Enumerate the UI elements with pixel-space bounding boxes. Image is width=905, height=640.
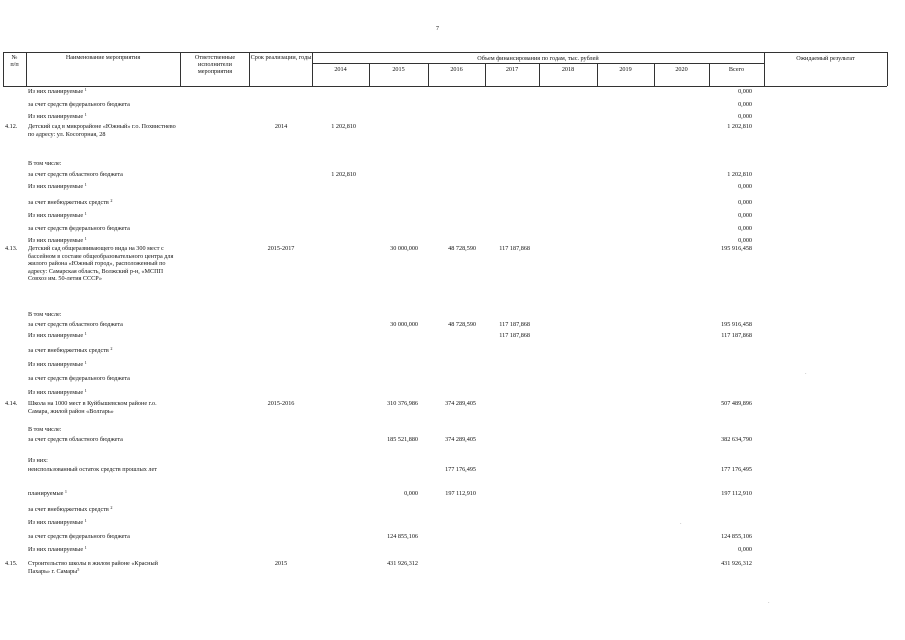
footnote-mark: 2	[110, 346, 113, 351]
row-label-text: за счет средств областного бюджета	[28, 436, 123, 443]
footnote-mark: 1	[84, 112, 87, 117]
value-y2014: 1 202,810	[331, 123, 356, 130]
col-border-2	[180, 52, 181, 86]
value-total: 1 202,810	[727, 123, 752, 130]
value-y2014: 1 202,810	[331, 171, 356, 178]
row-label	[28, 332, 87, 340]
footnote-mark: 1	[84, 87, 87, 92]
row-label-text: Из них планируемые	[28, 389, 84, 396]
value-total: 0,000	[738, 225, 752, 232]
row-label	[28, 519, 87, 527]
row-label-text: за счет внебюджетных средств	[28, 199, 109, 206]
row-label	[28, 101, 130, 109]
row-label	[28, 546, 87, 554]
header-name: Наименование мероприятия	[65, 54, 141, 61]
value-total: 177 176,495	[721, 466, 752, 473]
value-y2016: 374 289,405	[445, 436, 476, 443]
row-label-text: за счет средств федерального бюджета	[28, 375, 130, 382]
item-description-text: Школа на 1000 мест в Куйбышевском районе г.о. Самара, жилой район «Волгарь»	[28, 400, 157, 415]
item-description-text: Детский сад в микрорайоне «Южный» г.о. Похвистнево по адресу: ул. Косогорная, 28	[28, 123, 176, 138]
row-label	[28, 321, 123, 329]
value-y2015: 30 000,000	[390, 245, 418, 252]
value-total: 195 916,458	[721, 321, 752, 328]
value-y2017: 117 187,868	[499, 321, 530, 328]
row-label-text: за счет средств федерального бюджета	[28, 533, 130, 540]
row-label-text: за счет средств федерального бюджета	[28, 101, 130, 108]
footnote-mark: 1	[64, 489, 67, 494]
years-divider	[312, 63, 764, 64]
value-total: 117 187,868	[721, 332, 752, 339]
header-year-2014: 2014	[334, 66, 347, 73]
value-y2016: 48 728,590	[448, 245, 476, 252]
scan-speck: ·	[680, 522, 682, 527]
row-label	[28, 347, 112, 355]
header-year-2020: 2020	[675, 66, 688, 73]
row-label-text: за счет внебюджетных средств	[28, 347, 109, 354]
value-total: 382 634,790	[721, 436, 752, 443]
item-description	[28, 123, 178, 138]
value-total: 195 916,458	[721, 245, 752, 252]
value-total: 507 489,896	[721, 400, 752, 407]
value-y2016: 48 728,590	[448, 321, 476, 328]
row-label	[28, 199, 112, 207]
header-year-2019: 2019	[619, 66, 632, 73]
item-period: 2014	[274, 123, 288, 130]
value-total: 124 855,106	[721, 533, 752, 540]
value-total: 0,000	[738, 212, 752, 219]
item-description-text: Строительство школы в жилом районе «Красный Пахарь» г. Самары	[28, 560, 158, 575]
header-funding: Объем финансирования по годам, тыс. рублей	[477, 55, 599, 62]
row-label	[28, 171, 123, 179]
header-year-2015: 2015	[392, 66, 405, 73]
row-label-text: Из них планируемые	[28, 237, 84, 244]
row-label	[28, 436, 123, 444]
row-label	[28, 490, 67, 498]
row-label	[28, 183, 87, 191]
item-description-text: Детский сад общеразвивающего вида на 300 мест с бассейном в составе общеобразовательного центра для жилого района «Южный город», расположенный по адресу: Самарская область, Волжский р-н, «МСПП Совхоз им. 50-летия СССР»	[28, 245, 174, 283]
row-label	[28, 361, 87, 369]
footnote-mark: 1	[84, 518, 87, 523]
row-label	[28, 237, 87, 245]
footnote-mark: 1	[84, 388, 87, 393]
row-label	[28, 457, 48, 465]
scan-speck: ·	[768, 601, 770, 606]
row-label-text: за счет средств областного бюджета	[28, 321, 123, 328]
value-y2016: 177 176,495	[445, 466, 476, 473]
value-total: 0,000	[738, 546, 752, 553]
header-np: п/п	[10, 61, 19, 68]
row-label-text: Из них планируемые	[28, 361, 84, 368]
row-label	[28, 426, 61, 434]
value-total: 431 926,312	[721, 560, 752, 567]
value-y2017: 117 187,868	[499, 332, 530, 339]
footnote-mark: 1	[84, 331, 87, 336]
row-label-text: Из них планируемые	[28, 519, 84, 526]
value-total: 0,000	[738, 199, 752, 206]
row-label	[28, 311, 61, 319]
row-label-text: Из них планируемые	[28, 113, 84, 120]
row-label	[28, 88, 87, 96]
row-label	[28, 375, 130, 383]
row-label-text: Из них планируемые	[28, 546, 84, 553]
footnote-mark: 1	[84, 182, 87, 187]
row-label	[28, 212, 87, 220]
row-label	[28, 533, 130, 541]
item-period: 2015-2017	[267, 245, 295, 252]
value-total: 0,000	[738, 237, 752, 244]
row-label-text: неиспользованный остаток средств прошлых лет	[28, 466, 157, 473]
item-number: 4.13.	[5, 245, 18, 252]
row-label	[28, 389, 87, 397]
value-total: 1 202,810	[727, 171, 752, 178]
row-label	[28, 506, 112, 514]
header-year-total: Всего	[728, 66, 745, 73]
header-year-2017: 2017	[505, 66, 519, 73]
header-year-2016: 2016	[450, 66, 463, 73]
value-y2015: 310 376,986	[387, 400, 418, 407]
item-description	[28, 400, 178, 415]
footnote-mark: 1	[84, 211, 87, 216]
row-label-text: В том числе:	[28, 311, 62, 318]
value-total: 0,000	[738, 101, 752, 108]
row-label	[28, 160, 61, 168]
item-period: 2015	[274, 560, 288, 567]
row-label	[28, 466, 157, 474]
value-total: 197 112,910	[721, 490, 752, 497]
footnote-mark: 1	[84, 360, 87, 365]
item-number: 4.12.	[5, 123, 18, 130]
row-label-text: планируемые	[28, 490, 64, 497]
footnote-mark: 1	[84, 545, 87, 550]
row-label-text: за счет внебюджетных средств	[28, 506, 109, 513]
row-label-text: за счет средств областного бюджета	[28, 171, 123, 178]
row-label-text: Из них:	[28, 457, 48, 464]
item-number: 4.14.	[5, 400, 18, 407]
row-label-text: за счет средств федерального бюджета	[28, 225, 130, 232]
row-label	[28, 225, 130, 233]
value-total: 0,000	[738, 113, 752, 120]
row-label-text: В том числе:	[28, 426, 62, 433]
row-label-text: Из них планируемые	[28, 88, 84, 95]
item-description	[28, 560, 178, 575]
row-label-text: В том числе:	[28, 160, 62, 167]
col-border-13	[887, 52, 888, 86]
header-top-border	[3, 52, 887, 53]
value-total: 0,000	[738, 88, 752, 95]
value-y2015: 431 926,312	[387, 560, 418, 567]
row-label	[28, 113, 87, 121]
page-number: 7	[436, 26, 439, 32]
scan-speck: ·	[805, 372, 807, 377]
item-period: 2015-2016	[267, 400, 295, 407]
header-no: №	[11, 54, 18, 61]
footnote-mark: 2	[110, 505, 113, 510]
footnote-mark: 2	[110, 198, 113, 203]
value-y2015: 30 000,000	[390, 321, 418, 328]
value-y2015: 124 855,106	[387, 533, 418, 540]
row-label-text: Из них планируемые	[28, 332, 84, 339]
value-y2017: 117 187,868	[499, 245, 530, 252]
header-period: Срок реализации, годы	[250, 54, 312, 61]
value-y2015: 0,000	[404, 490, 418, 497]
header-responsible: Ответственные исполнители мероприятия	[194, 54, 236, 76]
header-year-2018: 2018	[561, 66, 575, 73]
value-y2016: 197 112,910	[445, 490, 476, 497]
header-bottom-border	[3, 86, 887, 87]
value-total: 0,000	[738, 183, 752, 190]
value-y2015: 185 521,880	[387, 436, 418, 443]
row-label-text: Из них планируемые	[28, 183, 84, 190]
value-y2016: 374 289,405	[445, 400, 476, 407]
item-number: 4.15.	[5, 560, 18, 567]
header-result: Ожидаемый результат	[796, 55, 855, 62]
footnote-mark: 1	[84, 236, 87, 241]
footnote-mark: 5	[77, 566, 80, 572]
row-label-text: Из них планируемые	[28, 212, 84, 219]
item-description	[28, 245, 178, 283]
